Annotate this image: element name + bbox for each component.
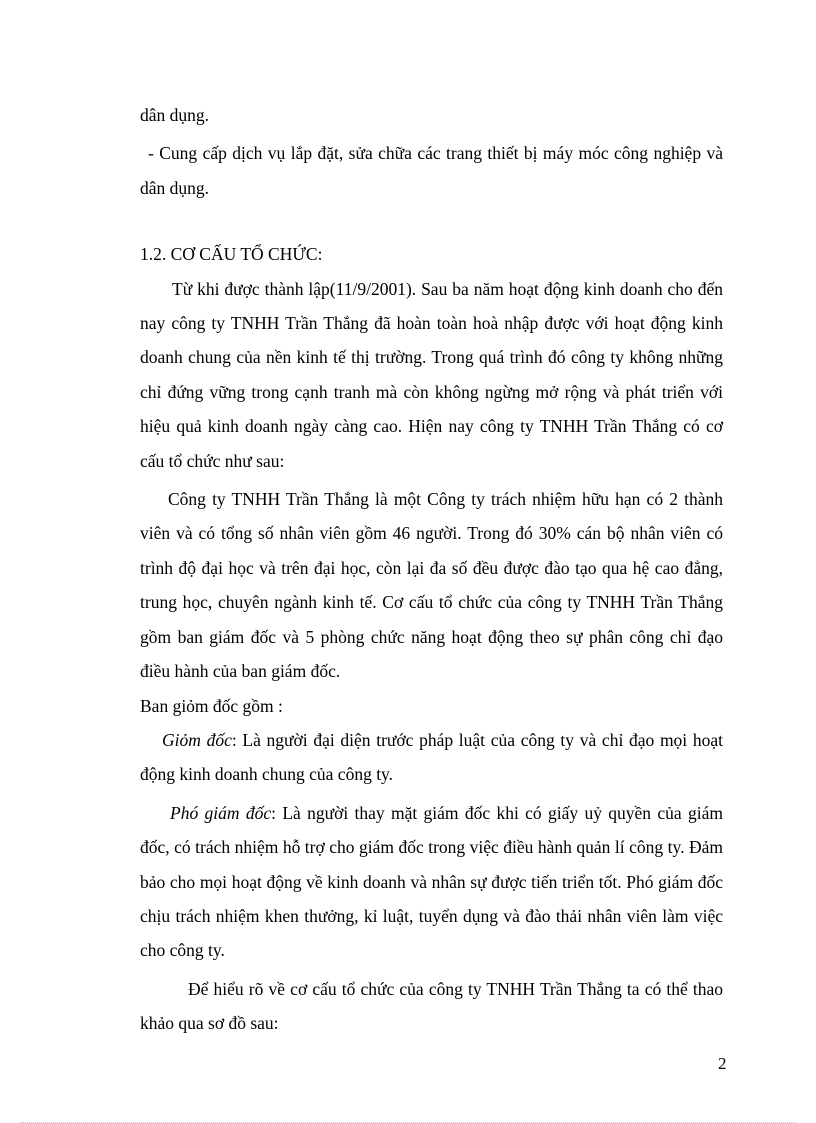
deputy-director-term: Phó giám đốc [170, 802, 272, 823]
structure-paragraph: Công ty TNHH Trần Thắng là một Công ty trách nhiệm hữu hạn có 2 thành viên và có tổng số nhân viên gồm 46 người. Trong đó 30% cán bộ nhân viên có trình độ đại học và trên đại học, còn lại đa số đều được đào tạo qua hệ cao đẳng, trung học, chuyên ngành kinh tế. Cơ cấu tổ chức của công ty TNHH Trần Thắng gồm ban giám đốc và 5 phòng chức năng hoạt động theo sự phân công chỉ đạo điều hành của ban giám đốc. [140, 489, 723, 682]
diagram-reference-paragraph: Để hiểu rõ về cơ cấu tổ chức của công ty TNHH Trần Thắng ta có thể thao khảo qua sơ đồ sau: [140, 978, 723, 1034]
director-description: : Là người đại diện trước pháp luật của công ty và chỉ đạo mọi hoạt động kinh doanh chung của công ty. [140, 729, 723, 785]
page-number: 2 [718, 1054, 727, 1073]
section-heading: 1.2. CƠ CẤU TỔ CHỨC: [140, 244, 323, 265]
service-bullet: - Cung cấp dịch vụ lắp đặt, sửa chữa các trang thiết bị máy móc công nghiệp và dân dụng. [140, 143, 723, 198]
history-paragraph: Từ khi được thành lập(11/9/2001). Sau ba năm hoạt động kinh doanh cho đến nay công ty TNHH Trần Thắng đã hoàn toàn hoà nhập được với hoạt động kinh doanh chung của nền kinh tế thị trường. Trong quá trình đó công ty không những chỉ đứng vững trong cạnh tranh mà còn không ngừng mở rộng và phát triển với hiệu quả kinh doanh ngày càng cao. Hiện nay công ty TNHH Trần Thắng có cơ cấu tổ chức như sau: [140, 278, 723, 471]
director-term: Giỏm đốc [162, 729, 232, 750]
document-body [140, 98, 723, 1041]
deputy-director-description: : Là người thay mặt giám đốc khi có giấy uỷ quyền của giám đốc, có trách nhiệm hỗ trợ cho giám đốc trong việc điều hành quản lí công ty. Đảm bảo cho mọi hoạt động về kinh doanh và nhân sự được tiến triển tốt. Phó giám đốc chịu trách nhiệm khen thưởng, kỉ luật, tuyển dụng và đào thải nhân viên làm việc cho công ty. [140, 802, 723, 961]
deputy-director-paragraph [140, 796, 723, 968]
board-heading: Ban giỏm đốc gồm : [140, 695, 283, 716]
intro-tail-text: dân dụng. [140, 105, 210, 125]
director-paragraph [140, 723, 723, 792]
